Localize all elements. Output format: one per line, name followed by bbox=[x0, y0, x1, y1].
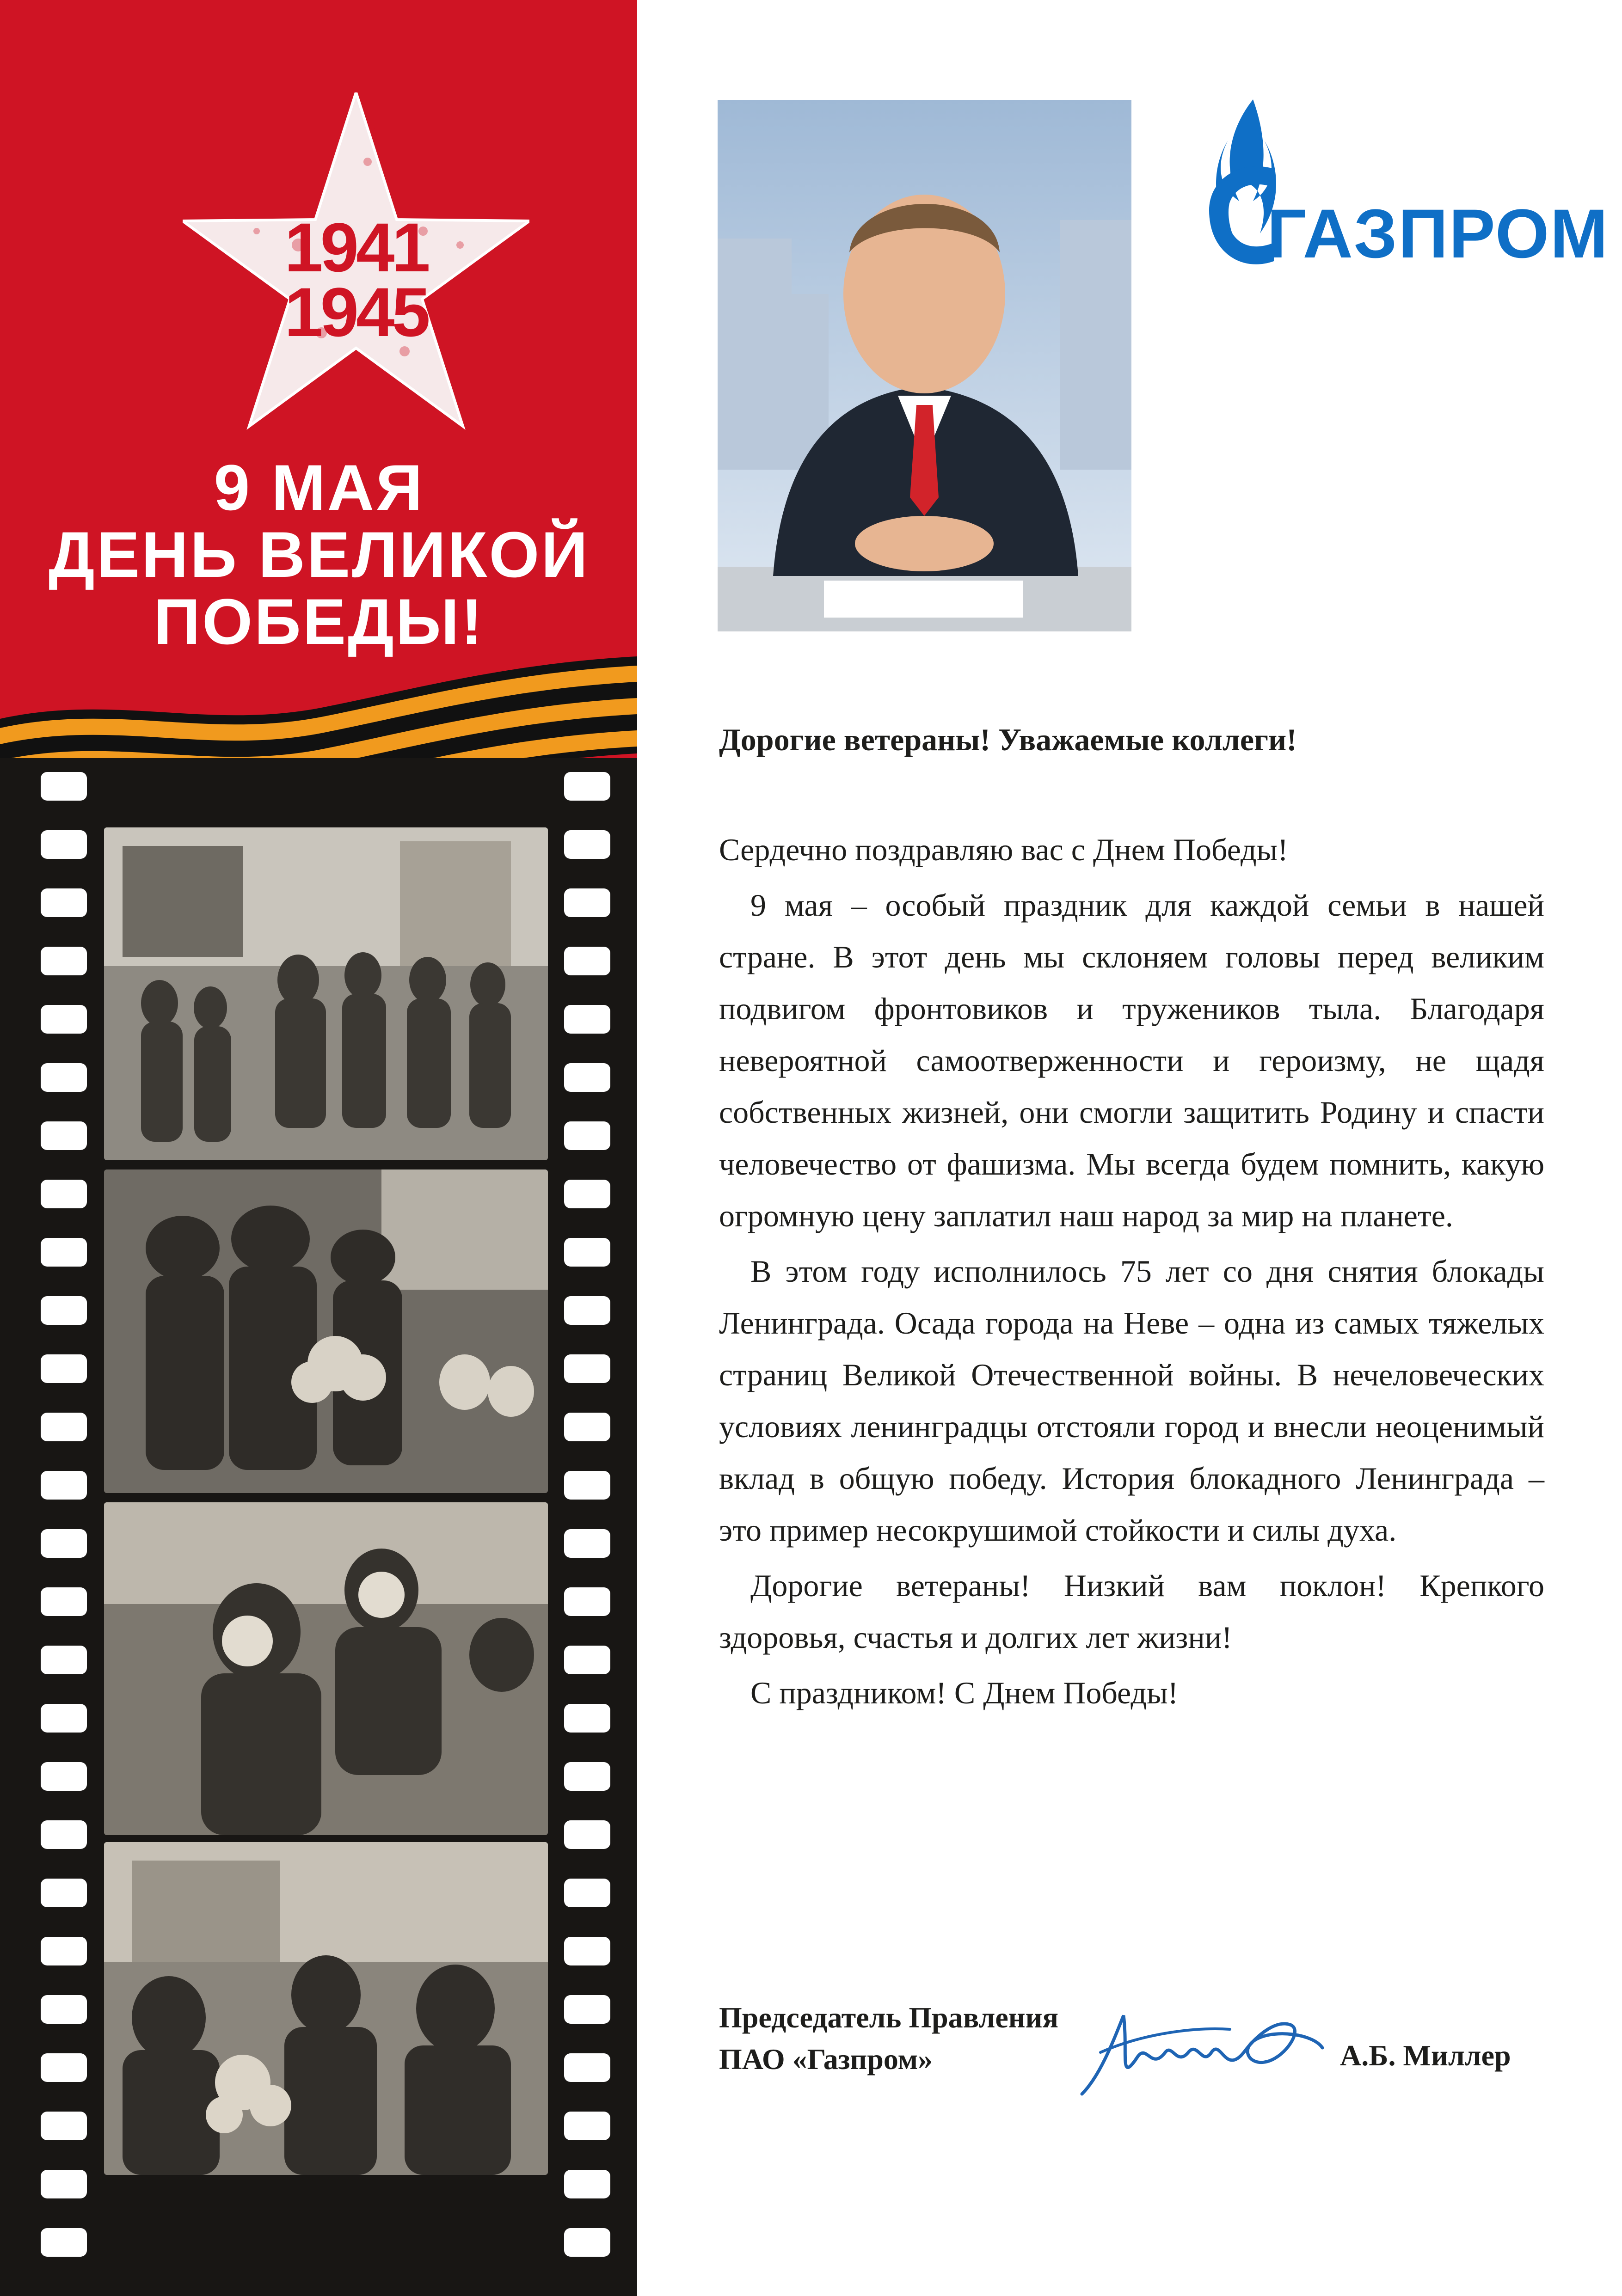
film-sprocket-hole bbox=[564, 1471, 610, 1500]
film-sprocket-hole bbox=[564, 1005, 610, 1034]
film-sprocket-hole bbox=[564, 772, 610, 801]
headline-date: 9 МАЯ bbox=[214, 451, 424, 524]
headline-title-line2: ПОБЕДЫ! bbox=[154, 585, 485, 658]
photo-reunion bbox=[104, 1842, 548, 2175]
film-sprocket-hole bbox=[41, 1529, 87, 1558]
film-sprocket-hole bbox=[564, 1646, 610, 1674]
film-sprocket-hole bbox=[41, 1121, 87, 1150]
letter-paragraph: Сердечно поздравляю вас с Днем Победы! bbox=[719, 832, 1288, 867]
letter-paragraph: С праздником! С Днем Победы! bbox=[750, 1675, 1179, 1710]
film-sprocket-hole bbox=[41, 2112, 87, 2140]
film-sprocket-hole bbox=[41, 1937, 87, 1965]
film-sprocket-hole bbox=[564, 1063, 610, 1092]
letter-paragraph: Дорогие ветераны! Низкий вам поклон! Крепкого здоровья, счастья и долгих лет жизни! bbox=[719, 1567, 1544, 1655]
film-sprocket-hole bbox=[41, 1879, 87, 1907]
film-sprocket-hole bbox=[564, 2053, 610, 2082]
film-sprocket-hole bbox=[41, 1238, 87, 1267]
chairman-portrait bbox=[718, 100, 1131, 631]
letter-body bbox=[719, 721, 1544, 1722]
film-sprocket-hole bbox=[41, 1646, 87, 1674]
film-sprocket-hole bbox=[41, 947, 87, 975]
film-sprocket-hole bbox=[564, 1995, 610, 2024]
film-sprocket-hole bbox=[564, 1121, 610, 1150]
photo-soldiers-children bbox=[104, 1169, 548, 1493]
film-sprocket-hole bbox=[564, 1296, 610, 1325]
film-sprocket-hole bbox=[41, 1587, 87, 1616]
letter-greeting: Дорогие ветераны! Уважаемые коллеги! bbox=[719, 722, 1297, 757]
film-sprocket-hole bbox=[564, 1587, 610, 1616]
film-sprocket-hole bbox=[564, 888, 610, 917]
film-sprocket-hole bbox=[41, 1471, 87, 1500]
film-sprocket-hole bbox=[564, 1354, 610, 1383]
victory-star bbox=[183, 92, 529, 444]
film-sprocket-hole bbox=[41, 2170, 87, 2198]
film-strip bbox=[0, 758, 637, 2296]
film-sprocket-hole bbox=[41, 1413, 87, 1441]
film-sprocket-hole bbox=[564, 1704, 610, 1733]
signatory-name: А.Б. Миллер bbox=[1340, 2039, 1511, 2072]
film-sprocket-hole bbox=[41, 1704, 87, 1733]
film-sprocket-hole bbox=[564, 1762, 610, 1791]
film-sprocket-hole bbox=[41, 888, 87, 917]
film-sprocket-hole bbox=[41, 830, 87, 859]
film-sprocket-hole bbox=[564, 2112, 610, 2140]
logo-wordmark: ГАЗПРОМ bbox=[1267, 195, 1609, 272]
film-sprocket-hole bbox=[41, 1063, 87, 1092]
poster-band bbox=[0, 0, 637, 2296]
film-sprocket-hole bbox=[41, 1820, 87, 1849]
film-sprocket-hole bbox=[564, 1529, 610, 1558]
film-sprocket-hole bbox=[41, 1005, 87, 1034]
film-sprocket-hole bbox=[564, 1238, 610, 1267]
film-sprocket-hole bbox=[564, 1413, 610, 1441]
film-sprocket-hole bbox=[41, 1995, 87, 2024]
film-sprocket-hole bbox=[564, 2228, 610, 2257]
film-sprocket-hole bbox=[41, 2053, 87, 2082]
film-sprocket-hole bbox=[564, 1180, 610, 1208]
film-sprocket-hole bbox=[564, 1820, 610, 1849]
film-sprocket-hole bbox=[564, 947, 610, 975]
film-sprocket-hole bbox=[564, 2170, 610, 2198]
signature-title-line1: Председатель Правления bbox=[719, 2001, 1059, 2034]
gazprom-logo bbox=[1200, 95, 1609, 280]
signature-title-line2: ПАО «Газпром» bbox=[719, 2043, 933, 2076]
year-start: 1941 bbox=[284, 208, 428, 286]
film-sprocket-hole bbox=[564, 1937, 610, 1965]
film-sprocket-hole bbox=[41, 772, 87, 801]
handwritten-signature bbox=[1073, 1983, 1332, 2112]
letter-paragraph: 9 мая – особый праздник для каждой семьи в нашей стране. В этот день мы склоняем головы перед великим подвигом фронтовиков и тружеников тыла. Благодаря невероятной самоотверженности и героизму, не щадя собственных жизней, они смогли защитить Родину и спасти человечество от фашизма. Мы всегда будем помнить, какую огромную цену заплатил наш народ за мир на планете. bbox=[719, 887, 1544, 1233]
film-sprocket-hole bbox=[41, 2228, 87, 2257]
photo-soldier-child bbox=[104, 1502, 548, 1835]
year-end: 1945 bbox=[284, 273, 428, 351]
film-sprocket-hole bbox=[41, 1296, 87, 1325]
film-sprocket-hole bbox=[41, 1762, 87, 1791]
letter-paragraph: В этом году исполнилось 75 лет со дня снятия блокады Ленинграда. Осада города на Неве – одна из самых тяжелых страниц Великой Отечественной войны. В нечеловеческих условиях ленинградцы отстояли город и внесли неоценимый вклад в общую победу. История блокадного Ленинграда – это пример несокрушимой стойкости и силы духа. bbox=[719, 1253, 1544, 1548]
headline-title-line1: ДЕНЬ ВЕЛИКОЙ bbox=[48, 518, 590, 591]
film-sprocket-hole bbox=[564, 1879, 610, 1907]
photo-parade bbox=[104, 827, 548, 1160]
film-sprocket-hole bbox=[41, 1354, 87, 1383]
film-sprocket-hole bbox=[564, 830, 610, 859]
film-sprocket-hole bbox=[41, 1180, 87, 1208]
